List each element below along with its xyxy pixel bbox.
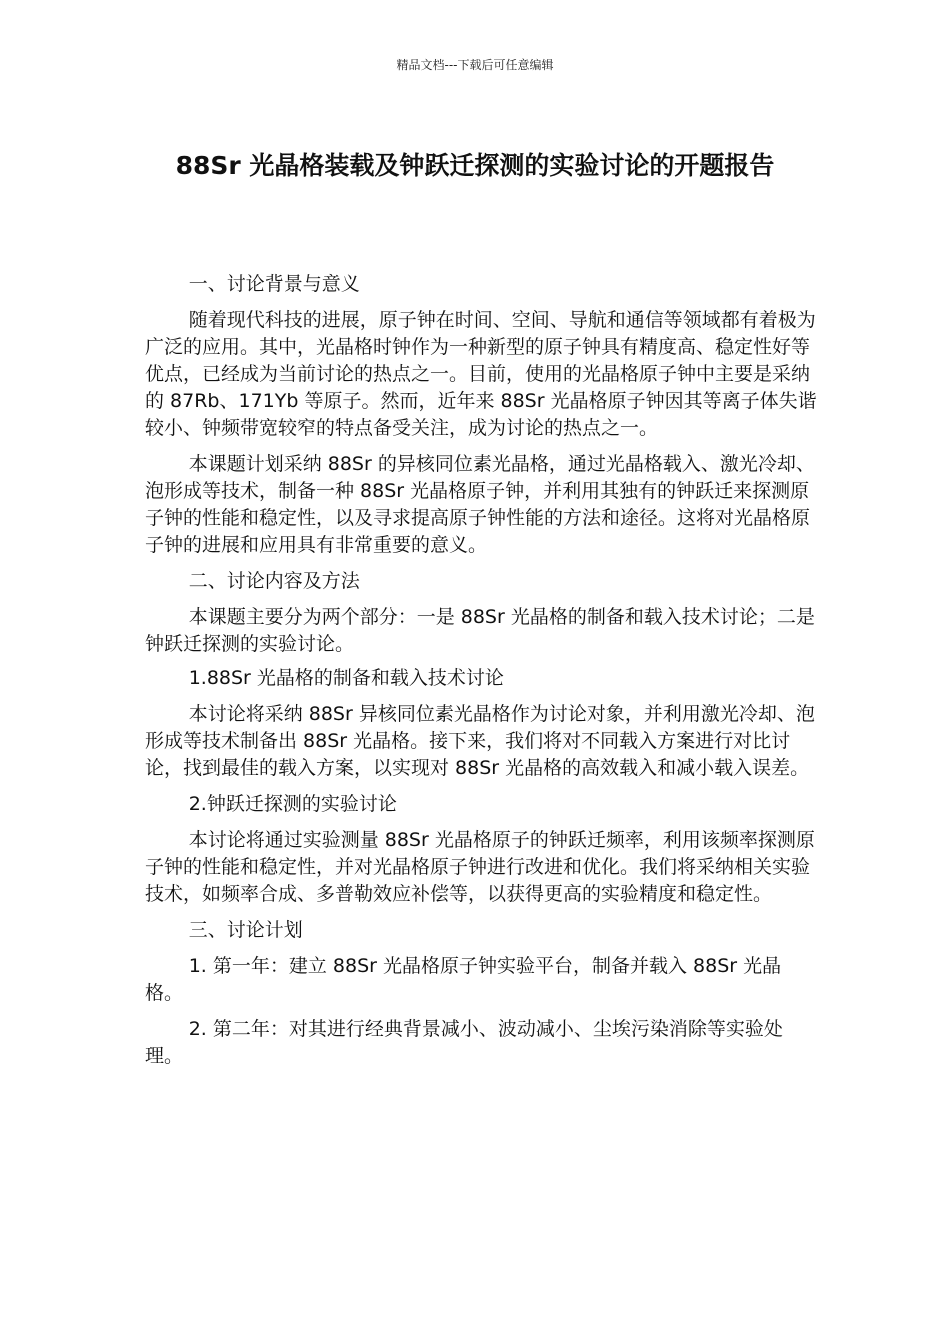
paragraph-lattice-preparation: 本讨论将采纳 88Sr 异核同位素光晶格作为讨论对象，并利用激光冷却、泡形成等技术制备出 88Sr 光晶格。接下来，我们将对不同载入方案进行对比讨论，找到最佳的载入方案，以实现对 88Sr 光晶格的高效载入和减小载入误差。 (145, 703, 815, 779)
section-heading-background: 一、讨论背景与意义 (188, 273, 360, 295)
plan-item-year-1: 1. 第一年：建立 88Sr 光晶格原子钟实验平台，制备并载入 88Sr 光晶格。 (145, 955, 782, 1004)
section-heading-plan: 三、讨论计划 (188, 919, 303, 941)
subheading-lattice-preparation: 1.88Sr 光晶格的制备和载入技术讨论 (188, 667, 504, 689)
document-body (145, 271, 817, 1079)
subheading-clock-transition: 2.钟跃迁探测的实验讨论 (188, 793, 397, 815)
paragraph-clock-transition: 本讨论将通过实验测量 88Sr 光晶格原子的钟跃迁频率，利用该频率探测原子钟的性能和稳定性，并对光晶格原子钟进行改进和优化。我们将采纳相关实验技术，如频率合成、多普勒效应补偿等，以获得更高的实验精度和稳定性。 (145, 829, 815, 905)
document-title: 88Sr 光晶格装载及钟跃迁探测的实验讨论的开题报告 (175, 151, 775, 180)
section-heading-content-methods: 二、讨论内容及方法 (188, 570, 360, 592)
paragraph-content-overview: 本课题主要分为两个部分：一是 88Sr 光晶格的制备和载入技术讨论；二是钟跃迁探测的实验讨论。 (145, 606, 815, 655)
plan-item-year-2: 2. 第二年：对其进行经典背景减小、波动减小、尘埃污染消除等实验处理。 (145, 1018, 783, 1067)
paragraph-background-2: 本课题计划采纳 88Sr 的异核同位素光晶格，通过光晶格载入、激光冷却、泡形成等技术，制备一种 88Sr 光晶格原子钟，并利用其独有的钟跃迁来探测原子钟的性能和稳定性，以及寻求提高原子钟性能的方法和途径。这将对光晶格原子钟的进展和应用具有非常重要的意义。 (145, 453, 815, 556)
page-header: 精品文档---下载后可任意编辑 (396, 58, 554, 72)
paragraph-background-1: 随着现代科技的进展，原子钟在时间、空间、导航和通信等领域都有着极为广泛的应用。其中，光晶格时钟作为一种新型的原子钟具有精度高、稳定性好等优点，已经成为当前讨论的热点之一。目前，使用的光晶格原子钟中主要是采纳的 87Rb、171Yb 等原子。然而，近年来 88Sr 光晶格原子钟因其等离子体失谐较小、钟频带宽较窄的特点备受关注，成为讨论的热点之一。 (145, 309, 817, 439)
